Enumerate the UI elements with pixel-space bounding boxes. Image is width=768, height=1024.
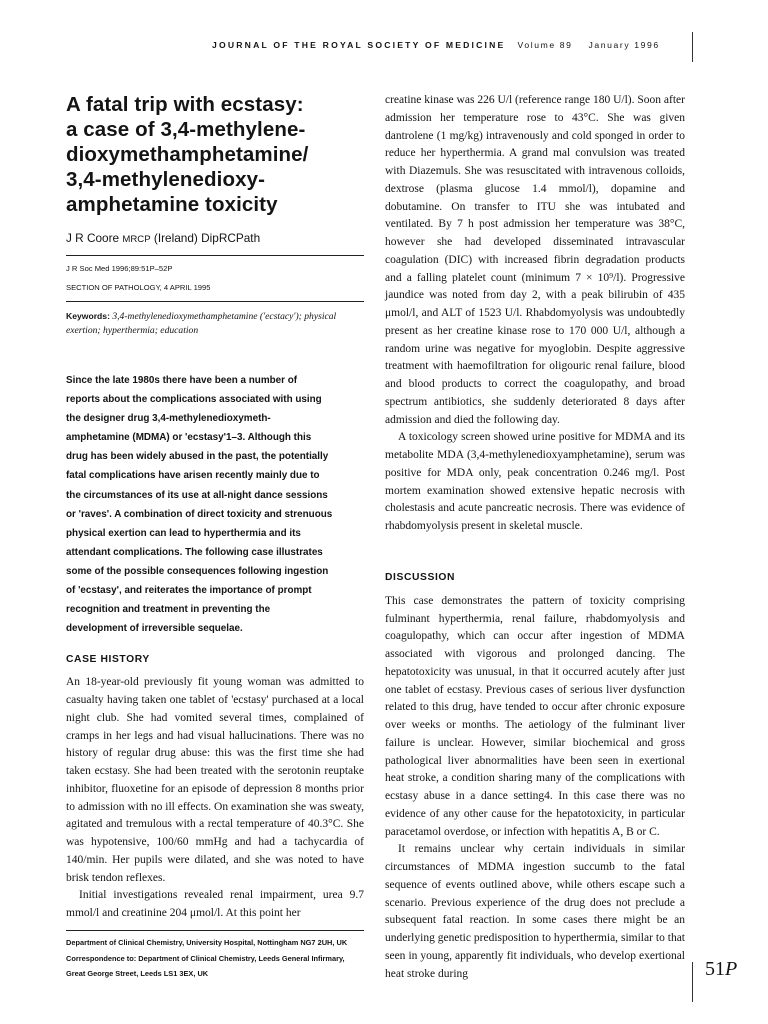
divider bbox=[66, 301, 364, 302]
abstract-line: amphetamine (MDMA) or 'ecstasy'1–3. Although this bbox=[66, 432, 312, 444]
abstract bbox=[66, 371, 364, 638]
title-line: amphetamine toxicity bbox=[66, 193, 278, 216]
title-line: dioxymethamphetamine/ bbox=[66, 143, 309, 166]
journal-date: January 1996 bbox=[588, 40, 660, 50]
page-number-suffix: P bbox=[725, 958, 738, 980]
case-history-body bbox=[66, 674, 364, 923]
keywords bbox=[66, 309, 364, 338]
keywords-label: Keywords: bbox=[66, 311, 110, 321]
abstract-line: Since the late 1980s there have been a number of bbox=[66, 375, 298, 386]
discussion-heading: DISCUSSION bbox=[385, 571, 456, 583]
page-number bbox=[705, 958, 737, 981]
abstract-line: or 'raves'. A combination of direct toxicity and strenuous bbox=[66, 508, 333, 520]
journal-volume: Volume 89 bbox=[517, 40, 573, 50]
author-degree: MRCP bbox=[122, 234, 151, 245]
abstract-line: some of the possible consequences following ingestion bbox=[66, 565, 329, 577]
abstract-line: attendant complications. The following case illustrates bbox=[66, 546, 323, 558]
article-meta bbox=[66, 263, 364, 293]
footnote-department: Department of Clinical Chemistry, University Hospital, Nottingham NG7 2UH, UK bbox=[66, 938, 348, 947]
divider bbox=[66, 930, 364, 931]
margin-rule-bottom bbox=[692, 962, 693, 1002]
abstract-line: recognition and treatment in preventing the bbox=[66, 604, 271, 616]
left-column bbox=[66, 92, 364, 923]
paragraph: Initial investigations revealed renal impairment, urea 9.7 mmol/l and creatinine 204 μmol/l. At this point her bbox=[66, 889, 364, 920]
author-affiliation: (Ireland) bbox=[153, 231, 198, 245]
paragraph: An 18-year-old previously fit young woman was admitted to casualty having taken one tablet of 'ecstasy' purchased at a local night club. She had vomited several times, complained of cramps in her legs and had visual hallucinations. There was no history of regular drug abuse: this was the first time she had taken ecstasy. She had been treated with the serotonin reuptake inhibitor, fluoxetine for an episode of depression 8 months prior to admission with no ill effects. On examination she was sweaty, agitated and tremulous with a rectal temperature of 40.3°C. She was hypotensive, 100/60 mmHg and had a tachycardia of 140/min. Her pupils were dilated, and she was noted to have brisk tendon reflexes. bbox=[66, 676, 364, 884]
footnote-correspondence: Great George Street, Leeds LS1 3EX, UK bbox=[66, 969, 209, 978]
paragraph: A toxicology screen showed urine positive for MDMA and its metabolite MDA (3,4-methylenedioxyamphetamine), serum was positive for MDA only, peak concentration 0.246 mg/l. Post mortem examination showed extensive hepatic necrosis with cholestasis and acute pancreatic necrosis. There was evidence of rhabdomyolysis present in skeletal muscle. bbox=[385, 431, 685, 532]
section-of: SECTION OF PATHOLOGY, 4 APRIL 1995 bbox=[66, 283, 211, 292]
author-name: J R Coore bbox=[66, 231, 120, 245]
abstract-line: the designer drug 3,4-methylenedioxymeth- bbox=[66, 413, 271, 425]
right-column bbox=[385, 92, 685, 983]
footnotes bbox=[66, 930, 364, 982]
author-degree: DipRCPath bbox=[201, 231, 261, 245]
paragraph: This case demonstrates the pattern of toxicity comprising fulminant hyperthermia, renal failure, rhabdomyolysis and coagulopathy, which can occur after ingestion of MDMA associated with vigorous and prolonged dancing. The hepatotoxicity was unusual, in that it occurred acutely after just one tablet of ecstasy. Previous cases of serious liver dysfunction related to this drug, have tended to occur after chronic exposure over weeks or months. The aetiology of the fulminant liver failure is unclear. However, similar biochemical and gross pathological liver abnormalities have been seen in exertional heat stroke, a condition sharing many of the complications with ecstasy abuse in a dance setting4. In this case there was no evidence of any other cause for the hepatotoxicity, in particular paracetamol overdose, or infection with hepatitis A, B or C. bbox=[385, 594, 685, 838]
keywords-text: 3,4-methylenedioxymethamphetamine ('ecstacy'); physical exertion; hyperthermia; education bbox=[66, 311, 337, 336]
abstract-line: reports about the complications associated with using bbox=[66, 394, 322, 406]
abstract-line: drug has been widely abused in the past, the potentially bbox=[66, 451, 329, 463]
case-history-heading: CASE HISTORY bbox=[66, 654, 150, 666]
author-line bbox=[66, 231, 364, 245]
page-number-digits: 51 bbox=[705, 958, 725, 980]
discussion-body bbox=[385, 593, 685, 984]
journal-name: JOURNAL OF THE ROYAL SOCIETY OF MEDICINE bbox=[212, 40, 506, 50]
title-line: a case of 3,4-methylene- bbox=[66, 118, 306, 141]
abstract-line: physical exertion can lead to hyperthermia and its bbox=[66, 527, 301, 539]
abstract-line: the circumstances of its use at all-night dance sessions bbox=[66, 489, 328, 501]
running-header bbox=[212, 40, 682, 50]
citation: J R Soc Med 1996;89:51P–52P bbox=[66, 264, 173, 273]
paragraph: creatine kinase was 226 U/l (reference range 180 U/l). Soon after admission her temperature rose to 43°C. She was given dantrolene (1 mg/kg) intravenously and cold sponged in order to reduce her hyperthermia. A grand mal convulsion was treated with Diazemuls. She was resuscitated with intravenous colloids, dextrose (plasma glucose 1.4 mmol/l), dopamine and dobutamine. On transfer to ITU she was intubated and ventilated. By 7 h post admission her temperature was 38°C, however she had developed disseminated intravascular coagulation (DIC) with increased fibrin degradation products and a falling platelet count (minimum 7 × 10⁹/l). Progressive jaundice was noted from day 2, with a peak bilirubin of 435 μmol/l, and ALT of 1523 U/l. Rhabdomyolysis was undoubtedly present as her creatine kinase rose to 170 000 U/l, although a random urine was negative for myoglobin. Despite aggressive treatment with haemofiltration for oligouric renal failure, blood and blood products to correct the coagulopathy, and broad spectrum antibiotics, she suddenly deteriorated 8 days after admission and died the following day. bbox=[385, 94, 685, 426]
title-line: 3,4-methylenedioxy- bbox=[66, 168, 265, 191]
paragraph: It remains unclear why certain individuals in similar circumstances of MDMA ingestion succumb to the fatal sequence of events outlined above, while others escape such a scenario. Previous experience of the drug does not preclude a subsequent fatal reaction. In some cases there might be an underlying genetic predisposition to hyperthermia, similar to that seen in young, apparently fit individuals, who develop exertional heat stroke during bbox=[385, 843, 685, 980]
abstract-line: of 'ecstasy', and reiterates the importance of prompt bbox=[66, 585, 312, 597]
abstract-line: fatal complications have arisen recently mainly due to bbox=[66, 470, 320, 482]
article-title bbox=[66, 92, 364, 217]
abstract-line: development of irreversible sequelae. bbox=[66, 623, 243, 635]
footnote-correspondence: Correspondence to: Department of Clinical Chemistry, Leeds General Infirmary, bbox=[66, 953, 345, 963]
margin-rule-top bbox=[692, 32, 693, 62]
title-line: A fatal trip with ecstasy: bbox=[66, 93, 304, 116]
case-history-continued bbox=[385, 92, 685, 536]
divider bbox=[66, 255, 364, 256]
